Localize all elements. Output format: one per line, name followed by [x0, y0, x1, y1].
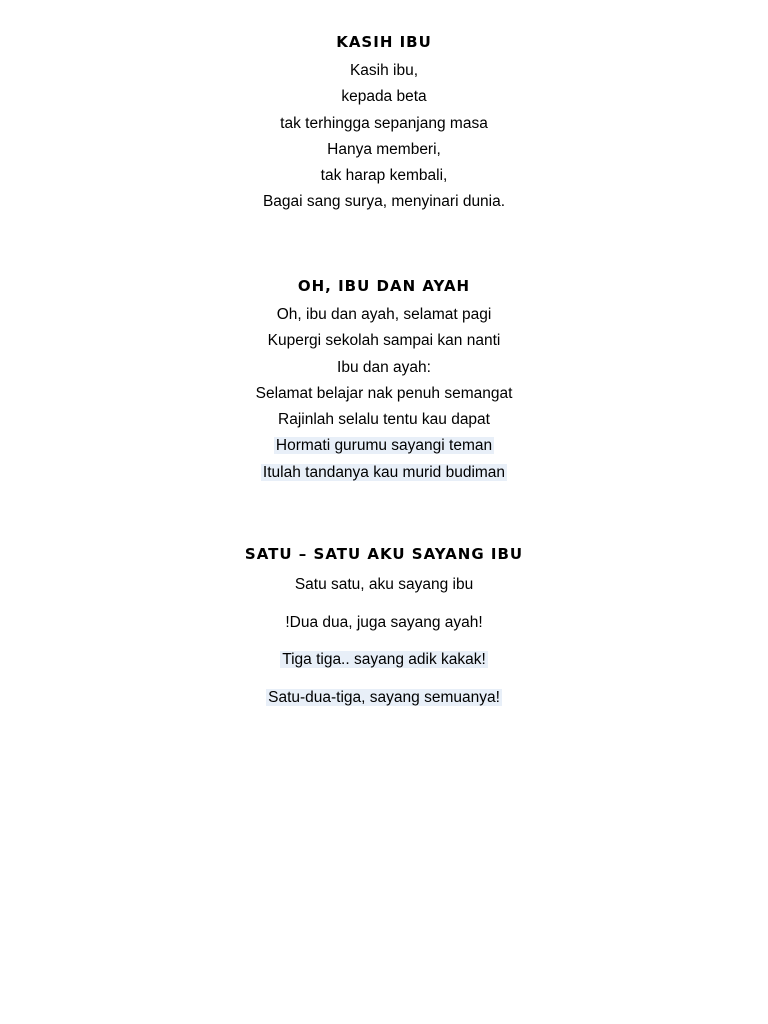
lyric-line: Kupergi sekolah sampai kan nanti: [267, 332, 501, 350]
lyric-line: Hanya memberi,: [327, 140, 441, 158]
lyric-line: Rajinlah selalu tentu kau dapat: [278, 411, 490, 429]
song-title: OH, IBU DAN AYAH: [297, 277, 471, 295]
lyric-line: Selamat belajar nak penuh semangat: [255, 384, 513, 402]
lyric-line-highlighted: Itulah tandanya kau murid budiman: [262, 463, 506, 481]
lyric-line-highlighted: Hormati gurumu sayangi teman: [275, 437, 493, 455]
lyric-line: tak terhingga sepanjang masa: [280, 114, 488, 132]
lyric-line: Kasih ibu,: [349, 62, 419, 79]
lyric-line: Ibu dan ayah:: [337, 358, 431, 376]
song-title: KASIH IBU: [336, 33, 432, 51]
lyric-line: kepada beta: [341, 88, 427, 106]
lyric-line: !Dua dua, juga sayang ayah!: [285, 613, 483, 631]
lyric-line: Oh, ibu dan ayah, selamat pagi: [276, 306, 492, 323]
lyric-line: tak harap kembali,: [320, 167, 448, 185]
song-title: SATU – SATU AKU SAYANG IBU: [244, 545, 524, 563]
lyric-line-highlighted: Tiga tiga.. sayang adik kakak!: [282, 651, 486, 668]
lyric-line-highlighted: Satu-dua-tiga, sayang semuanya!: [268, 688, 500, 706]
song-satu-satu-aku-sayang-ibu: [0, 544, 768, 722]
song-kasih-ibu: [0, 32, 768, 216]
lyric-line: Bagai sang surya, menyinari dunia.: [262, 193, 506, 211]
song-oh-ibu-dan-ayah: [0, 276, 768, 486]
lyric-line: Satu satu, aku sayang ibu: [294, 576, 474, 593]
